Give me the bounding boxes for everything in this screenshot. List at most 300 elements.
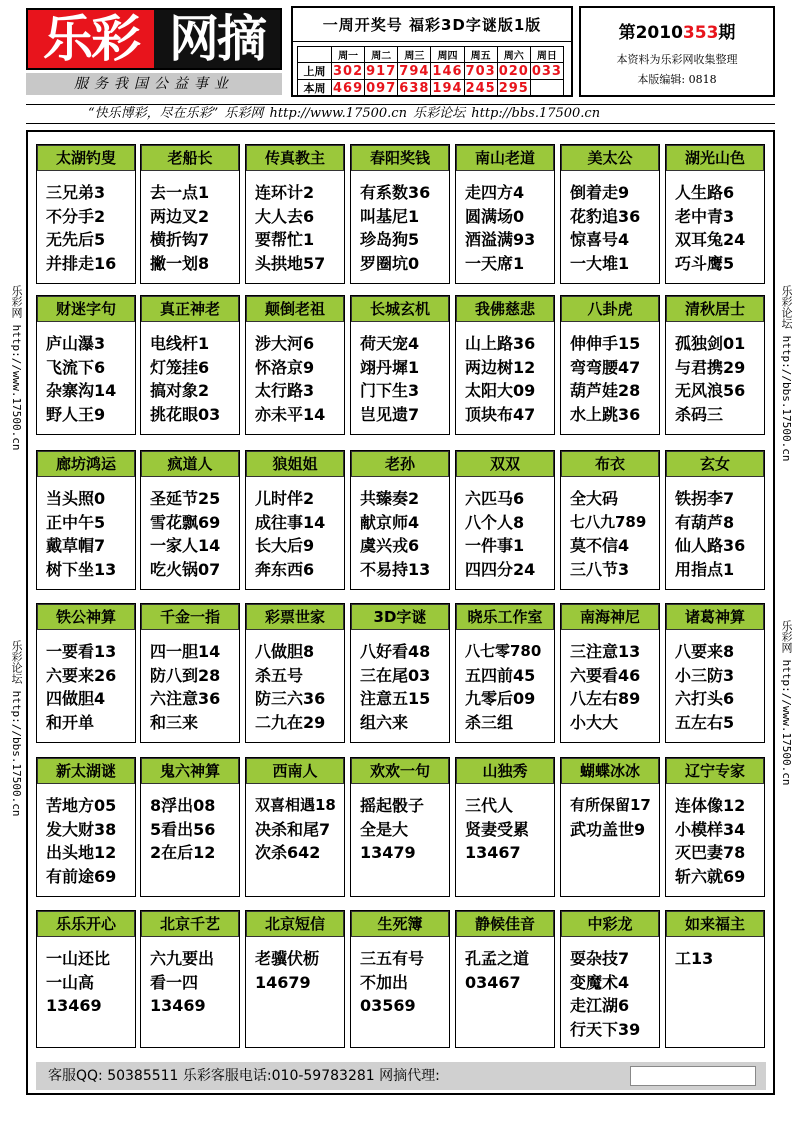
draw-number: 638	[399, 80, 430, 96]
puzzle-cell-body	[255, 947, 361, 994]
puzzle-cell	[455, 450, 555, 590]
puzzle-line: 老骥伏枥	[255, 949, 320, 968]
puzzle-line: 八个人8	[465, 512, 525, 532]
puzzle-cell	[140, 910, 240, 1048]
puzzle-cell	[245, 910, 345, 1048]
puzzle-line: 太阳大09	[465, 381, 536, 400]
puzzle-line: 叫基尼1	[360, 206, 420, 226]
puzzle-line: 八七零780	[465, 642, 542, 660]
puzzle-line: 不易持13	[360, 559, 431, 579]
puzzle-cell	[455, 757, 555, 897]
logo-right: 网摘	[154, 10, 280, 68]
puzzle-cell-body	[46, 947, 152, 1018]
puzzle-cell-title: 彩票世家	[246, 604, 344, 630]
puzzle-cell-title: 乐乐开心	[37, 911, 135, 937]
puzzle-line: 奔东西6	[255, 559, 315, 579]
puzzle-cell	[36, 757, 136, 897]
puzzle-cell	[455, 910, 555, 1048]
puzzle-line: 决杀和尾7	[255, 819, 331, 839]
puzzle-line: 杀五号	[255, 665, 304, 685]
puzzle-cell-body	[465, 487, 571, 581]
puzzle-line: 五左右5	[675, 712, 735, 732]
puzzle-cell	[245, 295, 345, 435]
puzzle-cell-title: 蝴蝶冰冰	[561, 758, 659, 784]
side-text-left-top: 乐彩网 http://www.17500.cn	[10, 285, 23, 451]
puzzle-line: 发大财38	[46, 819, 117, 839]
puzzle-line: 5看出56	[150, 819, 216, 839]
puzzle-cell-title: 玄女	[666, 451, 764, 477]
puzzle-cell-title: 湖光山色	[666, 145, 764, 171]
puzzle-line: 三五有号	[360, 949, 425, 968]
puzzle-line: 搞对象2	[150, 381, 210, 400]
puzzle-line: 一山高	[46, 972, 95, 992]
draw-number: 794	[399, 63, 430, 79]
puzzle-line: 变魔术4	[570, 972, 630, 992]
puzzle-line: 无风浪56	[675, 381, 746, 400]
puzzle-cell-title: 南海神尼	[561, 604, 659, 630]
puzzle-line: 走江湖6	[570, 996, 630, 1015]
puzzle-line: 2在后12	[150, 843, 216, 862]
puzzle-line: 六九要出	[150, 949, 215, 968]
puzzle-cell-body	[570, 640, 676, 734]
puzzle-line: 树下坐13	[46, 559, 117, 579]
puzzle-cell-body	[46, 487, 152, 581]
puzzle-line: 雪花飘69	[150, 512, 221, 532]
puzzle-cell-title: 千金一指	[141, 604, 239, 630]
draw-number: 917	[366, 63, 397, 79]
puzzle-line: 孔孟之道	[465, 949, 530, 968]
puzzle-cell-body	[360, 487, 466, 581]
logo-left: 乐彩	[28, 10, 154, 68]
day-header: 周二	[365, 47, 398, 63]
draw-number: 703	[465, 63, 496, 79]
puzzle-cell-title: 清秋居士	[666, 296, 764, 322]
puzzle-cell-title: 欢欢一句	[351, 758, 449, 784]
puzzle-cell-title: 北京千艺	[141, 911, 239, 937]
puzzle-cell-title: 3D字谜	[351, 604, 449, 630]
puzzle-line: 正中午5	[46, 512, 106, 532]
puzzle-line: 太行路3	[255, 381, 315, 400]
puzzle-cell-body	[46, 640, 152, 734]
puzzle-cell-body	[360, 947, 466, 1018]
puzzle-cell-body	[570, 947, 676, 1041]
puzzle-cell-body	[465, 181, 571, 275]
editor-line: 本版编辑: 0818	[637, 73, 717, 86]
puzzle-cell	[560, 910, 660, 1048]
puzzle-line: 九零后09	[465, 689, 536, 708]
puzzle-line: 六打头6	[675, 689, 735, 708]
puzzle-cell-title: 南山老道	[456, 145, 554, 171]
puzzle-cell-title: 老船长	[141, 145, 239, 171]
issue-suffix: 期	[718, 23, 736, 43]
puzzle-line: 两边树12	[465, 357, 536, 377]
puzzle-line: 八做胆8	[255, 642, 315, 661]
puzzle-cell-title: 财迷字句	[37, 296, 135, 322]
puzzle-line: 和开单	[46, 712, 95, 732]
footer-text: 客服QQ: 50385511 乐彩客服电话:010-59783281 网摘代理:	[48, 1068, 440, 1084]
puzzle-line: 门下生3	[360, 381, 420, 400]
draw-number: 295	[498, 80, 529, 96]
puzzle-line: 次杀642	[255, 843, 321, 862]
puzzle-line: 献京师4	[360, 512, 420, 532]
side-text-right-bottom: 乐彩网 http://www.17500.cn	[780, 620, 793, 786]
puzzle-line: 无先后5	[46, 230, 106, 249]
puzzle-line: 共臻奏2	[360, 489, 420, 508]
puzzle-cell-body	[360, 332, 466, 426]
puzzle-line: 13479	[360, 843, 416, 862]
puzzle-line: 成往事14	[255, 512, 326, 532]
draw-number: 469	[333, 80, 364, 96]
this-week-label: 本周	[298, 80, 332, 97]
puzzle-line: 飞流下6	[46, 357, 106, 377]
puzzle-line: 看一四	[150, 972, 199, 992]
puzzle-cell-body	[465, 332, 571, 426]
puzzle-cell	[140, 144, 240, 284]
puzzle-line: 要帮忙1	[255, 230, 315, 249]
puzzle-line: 8浮出08	[150, 796, 216, 815]
puzzle-cell-title: 狼姐姐	[246, 451, 344, 477]
puzzle-line: 注意五15	[360, 689, 431, 708]
logo	[26, 8, 282, 70]
puzzle-line: 有系数36	[360, 183, 431, 202]
puzzle-line: 六注意36	[150, 689, 221, 708]
puzzle-cell-body	[360, 640, 466, 734]
issue-box	[579, 6, 775, 97]
puzzle-line: 杀码三	[675, 404, 724, 424]
puzzle-cell-title: 晓乐工作室	[456, 604, 554, 630]
puzzle-cell-title: 布衣	[561, 451, 659, 477]
puzzle-line: 四四分24	[465, 559, 536, 579]
puzzle-cell	[36, 295, 136, 435]
puzzle-cell-title: 美太公	[561, 145, 659, 171]
puzzle-line: 弯弯腰47	[570, 357, 641, 377]
puzzle-line: 吃火锅07	[150, 559, 221, 579]
puzzle-cell-body	[150, 947, 256, 1018]
puzzle-line: 虞兴戎6	[360, 536, 420, 555]
puzzle-cell-body	[570, 794, 676, 841]
puzzle-cell	[350, 603, 450, 743]
puzzle-cell-title: 鬼六神算	[141, 758, 239, 784]
puzzle-cell-title: 铁公神算	[37, 604, 135, 630]
puzzle-line: 山上路36	[465, 334, 536, 353]
puzzle-cell	[560, 450, 660, 590]
puzzle-line: 圣延节25	[150, 489, 221, 508]
puzzle-line: 莫不信4	[570, 536, 630, 555]
puzzle-line: 小模样34	[675, 819, 746, 839]
issue-note: 本资料为乐彩网收集整理	[616, 53, 738, 66]
last-week-label: 上周	[298, 63, 332, 80]
draw-number: 146	[432, 63, 463, 79]
puzzle-line: 小三防3	[675, 665, 735, 685]
puzzle-cell-title: 春阳奖钱	[351, 145, 449, 171]
draw-number: 245	[465, 80, 496, 96]
puzzle-line: 防三六36	[255, 689, 326, 708]
puzzle-cell-title: 传真教主	[246, 145, 344, 171]
puzzle-cell-body	[570, 332, 676, 426]
puzzle-cell-title: 辽宁专家	[666, 758, 764, 784]
puzzle-cell	[350, 757, 450, 897]
puzzle-line: 13469	[150, 996, 206, 1015]
puzzle-line: 花豹追36	[570, 206, 641, 226]
puzzle-line: 翊丹墀1	[360, 357, 420, 377]
puzzle-line: 仙人路36	[675, 536, 746, 555]
puzzle-line: 工13	[675, 949, 714, 968]
puzzle-line: 罗圈坑0	[360, 253, 420, 273]
issue-number-red: 353	[682, 23, 719, 43]
puzzle-line: 行天下39	[570, 1019, 641, 1039]
puzzle-line: 酒溢满93	[465, 230, 536, 249]
puzzle-line: 走四方4	[465, 183, 525, 202]
puzzle-line: 一件事1	[465, 536, 525, 555]
puzzle-line: 有葫芦8	[675, 512, 735, 532]
puzzle-cell-title: 我佛慈悲	[456, 296, 554, 322]
puzzle-cell	[560, 144, 660, 284]
day-header: 周三	[398, 47, 431, 63]
draw-number: 033	[531, 63, 562, 79]
draw-number: 302	[333, 63, 364, 79]
puzzle-line: 一天席1	[465, 253, 525, 273]
puzzle-line: 一大堆1	[570, 253, 630, 273]
puzzle-cell	[665, 144, 765, 284]
puzzle-cell-body	[150, 487, 256, 581]
puzzle-line: 组六来	[360, 712, 409, 732]
puzzle-line: 四一胆14	[150, 642, 221, 661]
puzzle-cell-body	[465, 794, 571, 865]
puzzle-line: 七八九789	[570, 512, 647, 531]
puzzle-cell	[665, 910, 765, 1048]
day-header: 周一	[332, 47, 365, 63]
agent-blank-box	[630, 1066, 756, 1086]
puzzle-line: 13469	[46, 996, 102, 1015]
slogan: 服务我国公益事业	[26, 73, 282, 95]
puzzle-cell-body	[570, 487, 676, 581]
puzzle-line: 戴草帽7	[46, 536, 106, 555]
puzzle-cell-body	[465, 947, 571, 994]
puzzle-line: 连环计2	[255, 183, 315, 202]
puzzle-line: 和三来	[150, 712, 199, 732]
puzzle-cell-body	[360, 794, 466, 865]
puzzle-cell-title: 廊坊鸿运	[37, 451, 135, 477]
puzzle-line: 并排走16	[46, 253, 117, 273]
puzzle-cell	[36, 910, 136, 1048]
puzzle-cell-body	[675, 640, 781, 734]
puzzle-line: 八好看48	[360, 642, 431, 661]
day-header: 周日	[530, 47, 563, 63]
puzzle-cell	[245, 450, 345, 590]
tagline: “快乐博彩，尽在乐彩” 乐彩网 http://www.17500.cn 乐彩论坛 http://bbs.17500.cn	[26, 104, 775, 124]
puzzle-cell-title: 生死簿	[351, 911, 449, 937]
puzzle-cell	[350, 450, 450, 590]
puzzle-line: 长大后9	[255, 536, 315, 555]
puzzle-line: 用指点1	[675, 559, 735, 579]
puzzle-cell-title: 八卦虎	[561, 296, 659, 322]
puzzle-line: 大人去6	[255, 206, 315, 226]
draw-header-blank	[298, 47, 332, 63]
puzzle-cell-body	[675, 794, 781, 888]
puzzle-line: 两边叉2	[150, 206, 210, 226]
puzzle-line: 人生路6	[675, 183, 735, 202]
draw-number	[530, 80, 563, 97]
puzzle-cell-title: 西南人	[246, 758, 344, 784]
puzzle-line: 头拱地57	[255, 253, 326, 273]
draw-number: 097	[366, 80, 397, 96]
puzzle-cell-body	[570, 181, 676, 275]
puzzle-line: 13467	[465, 843, 521, 862]
puzzle-line: 横折钩7	[150, 230, 210, 249]
puzzle-line: 亦未平14	[255, 404, 326, 424]
puzzle-line: 三在尾03	[360, 665, 431, 685]
puzzle-cell-body	[46, 332, 152, 426]
puzzle-cell-title: 太湖钓叟	[37, 145, 135, 171]
puzzle-line: 庐山瀑3	[46, 334, 106, 353]
puzzle-line: 不分手2	[46, 206, 106, 226]
draw-table	[297, 46, 564, 97]
puzzle-line: 孤独剑01	[675, 334, 746, 353]
puzzle-line: 野人王9	[46, 404, 106, 424]
puzzle-line: 葫芦娃28	[570, 381, 641, 400]
puzzle-line: 灯笼挂6	[150, 357, 210, 377]
puzzle-line: 斩六就69	[675, 866, 746, 886]
puzzle-cell	[350, 144, 450, 284]
puzzle-line: 有前途69	[46, 866, 117, 886]
puzzle-line: 摇起骰子	[360, 796, 425, 815]
puzzle-cell	[560, 757, 660, 897]
puzzle-line: 武功盖世9	[570, 819, 646, 839]
puzzle-line: 六要看46	[570, 665, 641, 685]
puzzle-cell-title: 双双	[456, 451, 554, 477]
puzzle-cell-body	[150, 181, 256, 275]
puzzle-line: 儿时伴2	[255, 489, 315, 508]
puzzle-cell-title: 山独秀	[456, 758, 554, 784]
puzzle-cell-body	[675, 487, 781, 581]
puzzle-line: 全大码	[570, 489, 619, 508]
this-week-row	[298, 80, 564, 97]
last-week-row	[298, 63, 564, 80]
puzzle-cell	[560, 295, 660, 435]
puzzle-cell-title: 静候佳音	[456, 911, 554, 937]
puzzle-cell-body	[150, 640, 256, 734]
puzzle-line: 三代人	[465, 796, 514, 815]
puzzle-cell-title: 颠倒老祖	[246, 296, 344, 322]
puzzle-line: 八要来8	[675, 642, 735, 661]
puzzle-cell	[36, 603, 136, 743]
puzzle-line: 三注意13	[570, 642, 641, 661]
draw-number: 020	[498, 63, 529, 79]
puzzle-cell-body	[360, 181, 466, 275]
puzzle-line: 全是大	[360, 819, 409, 839]
side-text-left-bottom: 乐彩论坛 http://bbs.17500.cn	[10, 640, 23, 817]
puzzle-cell-body	[255, 487, 361, 581]
puzzle-cell-title: 长城玄机	[351, 296, 449, 322]
puzzle-line: 五四前45	[465, 665, 536, 685]
puzzle-line: 惊喜号4	[570, 230, 630, 249]
puzzle-cell	[455, 295, 555, 435]
puzzle-cell	[665, 295, 765, 435]
puzzle-line: 小大大	[570, 712, 619, 732]
puzzle-cell-title: 疯道人	[141, 451, 239, 477]
puzzle-cell	[350, 295, 450, 435]
footer	[36, 1062, 766, 1090]
puzzle-line: 四做胆4	[46, 689, 106, 708]
puzzle-cell	[245, 144, 345, 284]
puzzle-cell-body	[255, 181, 361, 275]
puzzle-cell	[665, 757, 765, 897]
puzzle-cell-body	[46, 794, 152, 888]
puzzle-cell-body	[675, 332, 781, 426]
puzzle-line: 顶块布47	[465, 404, 536, 424]
puzzle-line: 倒着走9	[570, 183, 630, 202]
puzzle-line: 电线杆1	[150, 334, 210, 353]
puzzle-cell	[665, 450, 765, 590]
puzzle-line: 苦地方05	[46, 796, 117, 815]
puzzle-line: 去一点1	[150, 183, 210, 202]
puzzle-line: 防八到28	[150, 665, 221, 685]
puzzle-line: 圆满场0	[465, 206, 525, 226]
puzzle-cell-body	[465, 640, 571, 734]
puzzle-line: 14679	[255, 972, 311, 992]
puzzle-line: 出头地12	[46, 843, 117, 862]
day-header: 周五	[464, 47, 497, 63]
puzzle-line: 03569	[360, 996, 416, 1015]
day-header: 周六	[497, 47, 530, 63]
puzzle-line: 杂寨沟14	[46, 381, 117, 400]
puzzle-line: 杀三组	[465, 712, 514, 732]
puzzle-line: 不加出	[360, 972, 409, 992]
puzzle-cell-body	[675, 181, 781, 275]
puzzle-cell-body	[46, 181, 152, 275]
issue-prefix: 第2010	[618, 23, 683, 43]
puzzle-cell	[560, 603, 660, 743]
draw-title: 一周开奖号 福彩3D字谜版1版	[293, 8, 571, 42]
puzzle-line: 与君携29	[675, 357, 746, 377]
puzzle-line: 一要看13	[46, 642, 117, 661]
day-header: 周四	[431, 47, 464, 63]
puzzle-cell-body	[675, 947, 781, 971]
issue-number	[581, 18, 773, 43]
puzzle-line: 伸伸手15	[570, 334, 641, 353]
side-text-right-top: 乐彩论坛 http://bbs.17500.cn	[780, 285, 793, 462]
puzzle-line: 岂见遗7	[360, 404, 420, 424]
puzzle-line: 当头照0	[46, 489, 106, 508]
puzzle-cell	[140, 450, 240, 590]
puzzle-cell	[665, 603, 765, 743]
puzzle-line: 水上跳36	[570, 404, 641, 424]
weekly-draw-box	[291, 6, 573, 97]
puzzle-line: 双喜相遇18	[255, 796, 336, 814]
puzzle-line: 六要来26	[46, 665, 117, 685]
puzzle-cell-body	[150, 794, 256, 865]
puzzle-line: 三八节3	[570, 559, 630, 579]
puzzle-cell	[350, 910, 450, 1048]
puzzle-line: 挑花眼03	[150, 404, 221, 424]
puzzle-line: 六匹马6	[465, 489, 525, 508]
puzzle-line: 一家人14	[150, 536, 221, 555]
puzzle-line: 贤妻受累	[465, 819, 530, 839]
puzzle-line: 怀洛京9	[255, 357, 315, 377]
puzzle-line: 涉大河6	[255, 334, 315, 353]
puzzle-cell	[245, 757, 345, 897]
puzzle-cell-body	[150, 332, 256, 426]
puzzle-cell-title: 新太湖谜	[37, 758, 135, 784]
puzzle-line: 耍杂技7	[570, 949, 630, 968]
puzzle-line: 二九在29	[255, 712, 326, 732]
puzzle-line: 撇一划8	[150, 253, 210, 273]
puzzle-line: 双耳兔24	[675, 230, 746, 249]
puzzle-cell-title: 老孙	[351, 451, 449, 477]
puzzle-cell	[140, 757, 240, 897]
draw-number: 194	[432, 80, 463, 96]
puzzle-cell-title: 如来福主	[666, 911, 764, 937]
